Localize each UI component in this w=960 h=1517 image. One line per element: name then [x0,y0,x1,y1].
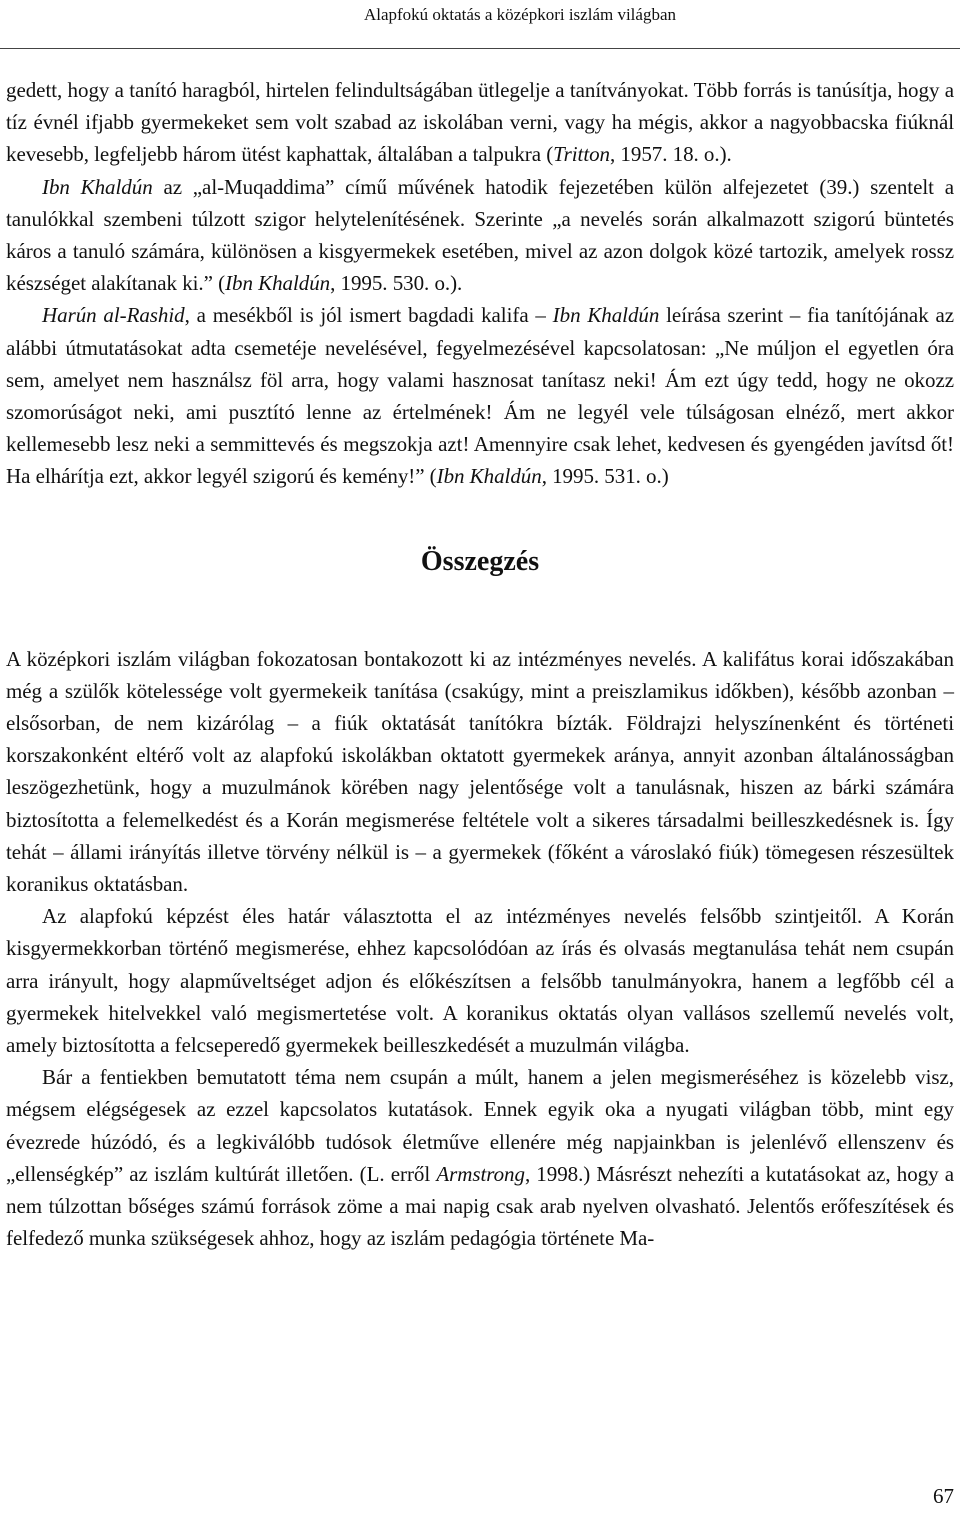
text-run: , 1995. 530. o.). [330,271,463,296]
citation-author: Armstrong [436,1161,525,1186]
text-run: gedett, hogy a tanító haragból, hirtelen felindultságában ütlegelje a tanítványokat. Több forrás is tanúsítja, hogy a tíz évnél ifjabb gyermekeket sem volt szabad az iskolában verni, vagy ha mégis, akkor a nagyobbacska fiúknál kevesebb, legfeljebb három ütést kaphattak, általában a talpukra ( [6,78,954,167]
summary-paragraph-2: Az alapfokú képzést éles határ választotta el az intézményes nevelés felsőbb szintjeitől. A Korán kisgyermekkorban történő megismerése, ehhez kapcsolódóan az írás és olvasás megtanulása tehát nem csupán arra irányult, hogy alapműveltséget adjon és előkészítsen a felsőbb tanulmányokra, hanem a legfőbb cél a gyermekek hitelvekkel való megismertetése volt. A koranikus oktatás olyan vallásos szellemű nevelés volt, amely biztosította a felcseperedő gyermekek beilleszkedését a muzulmán világba. [6,904,954,1058]
text-run: az „al-Muqaddima” című művének hatodik fejezetében külön alfejezetet (39.) szentelt a tanulókkal szembeni túlzott szigor helytelenítésének. Szerinte „a nevelés során alkalmazott szigorú büntetés káros a tanuló számára, különösen a kisgyermekek esetében, mivel az azon dolgok közé tartozik, amelyek rossz készséget alakítanak ki.” ( [6,174,954,296]
section-heading-block [6,493,954,643]
paragraph-harun [6,299,954,492]
running-header [0,2,960,26]
section-heading: Összegzés [420,545,540,577]
author-name: Ibn Khaldún [552,303,660,328]
header-rule [0,48,960,49]
summary-paragraph-1: A középkori iszlám világban fokozatosan bontakozott ki az intézményes nevelés. A kalifátus korai időszakában még a szülők kötelessége volt gyermekeik tanítása (csakúgy, mint a preiszlamikus időkben), később azonban – elsősorban, de nem kizárólag – a fiúk oktatását tanítókra bízták. Földrajzi helyszínenként és történeti korszakonként eltérő volt az alapfokú iskolákban oktatott gyermekek aránya, annyit azonban általánosságban leszögezhetünk, hogy a muzulmánok körében nagy jelentősége volt a tanulásnak, hiszen az bárki számára biztosította a felemelkedést és a Korán megismerése feltétele volt a sikeres társadalmi beilleszkedésnek is. Így tehát – állami irányítás illetve törvény nélkül is – a gyermekek (főként a városlakó fiúk) tömegesen részesültek koranikus oktatásban. [6,646,954,897]
text-run: , 1998.) Másrészt nehezíti a kutatásokat az, hogy a nem túlzottan bőséges számú források zöme a mai napig csak arab nyelven olvasható. Jelentős erőfeszítések és felfedező munka szükségesek ahhoz, hogy az iszlám pedagógia története Ma- [6,1161,955,1251]
text-run: Bár a fentiekben bemutatott téma nem csupán a múlt, hanem a jelen megismeréséhez is közelebb visz, mégsem elégségesek az ezzel kapcsolatos kutatások. Ennek egyik oka a nyugati világban több, mint egy évezrede húzódó, és a legkiválóbb tudósok életműve ellenére még napjainkban is jelenlévő ellenszenv és „ellenségkép” az iszlám kultúrát illetően. (L. erről [6,1065,954,1186]
text-run: leírása szerint – fia tanítójának az alábbi útmutatásokat adta csemetéje nevelésével, fegyelmezésével kapcsolatosan: „Ne múljon el egyetlen óra sem, amelyet nem használsz föl arra, hogy valami hasznosat tanítasz neki! Ám ezt úgy tedd, hogy ne okozz szomorúságot neki, ami pusztító lenne az értelmének! Ám ne legyél vele túlságosan elnéző, mert akkor kellemesebb lesz neki a semmittevés és megszokja azt! Amennyire csak lehet, kedvesen és gyengéden javítsd őt! Ha elhárítja ezt, akkor legyél szigorú és kemény!” ( [6,303,954,489]
text-run: , a mesékből is jól ismert bagdadi kalifa – [184,303,553,328]
paragraph-continued [6,74,954,171]
page-number: 67 [933,1484,954,1508]
paragraph-ibn-khaldun [6,171,954,300]
page-body [6,74,954,1255]
person-name: Harún al-Rashid [42,303,185,328]
citation-author: Ibn Khaldún [436,464,542,489]
summary-paragraph-3 [6,1061,954,1254]
citation-author: Tritton [553,142,611,167]
running-title: Alapfokú oktatás a középkori iszlám világban [363,5,676,24]
citation-author: Ibn Khaldún [225,271,331,296]
text-run: , 1957. 18. o.). [610,142,732,167]
author-name: Ibn Khaldún [42,174,153,199]
text-run: , 1995. 531. o.) [541,464,669,489]
